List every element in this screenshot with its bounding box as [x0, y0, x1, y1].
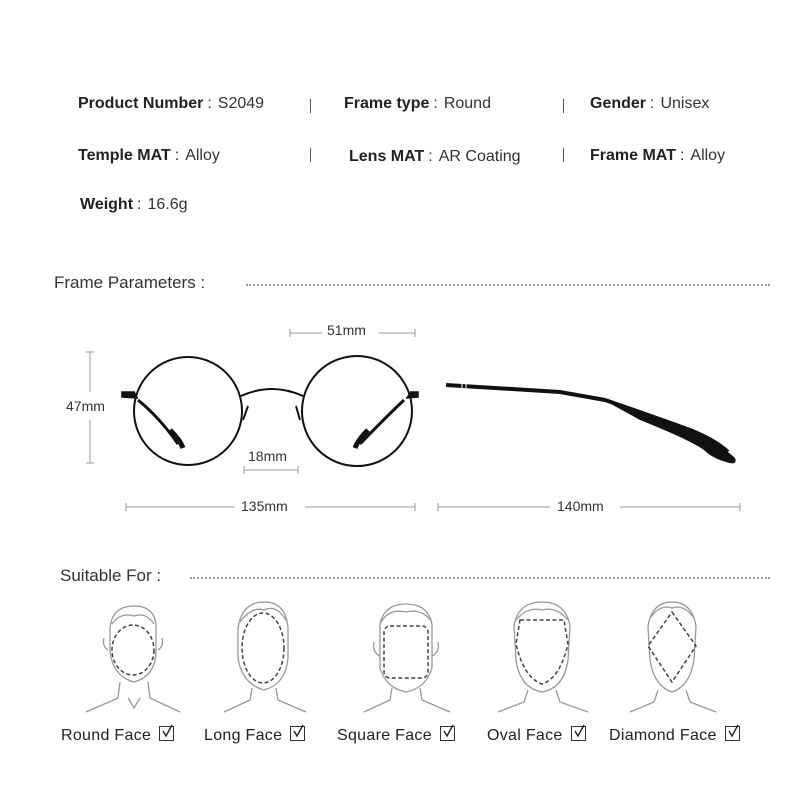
spec-label: Weight [80, 196, 134, 213]
spec-value: Round [443, 95, 491, 112]
spec-value: 16.6g [147, 196, 188, 213]
face-label-text: Square Face [337, 727, 432, 744]
square-face-icon [360, 598, 460, 718]
oval-face-icon [494, 598, 594, 718]
long-face-icon [218, 598, 318, 718]
spec-product-number: Product Number : S2049 [78, 95, 265, 112]
diamond-face-icon [624, 598, 724, 718]
face-label-round [61, 726, 174, 745]
round-face-icon [82, 598, 182, 718]
spec-label: Frame MAT [590, 147, 676, 164]
spec-label: Lens MAT [349, 148, 425, 165]
face-label-oval [487, 726, 586, 745]
spec-temple-mat: Temple MAT : Alloy [78, 147, 220, 164]
face-label-square [337, 726, 455, 745]
frame-width-label: 135mm [241, 498, 288, 514]
checkbox-icon [440, 726, 455, 741]
bridge-label: 18mm [248, 448, 287, 464]
spec-label: Frame type [344, 95, 430, 112]
checkbox-icon [725, 726, 740, 741]
spec-label: Product Number [78, 95, 204, 112]
spec-value: Alloy [185, 147, 220, 164]
spec-value: Unisex [660, 95, 710, 112]
face-label-text: Oval Face [487, 727, 563, 744]
face-label-long [204, 726, 305, 745]
frame-parameters-title: Frame Parameters : [54, 273, 206, 292]
lens-height-label: 47mm [66, 398, 105, 414]
checkbox-icon [159, 726, 174, 741]
spec-label: Temple MAT [78, 147, 171, 164]
face-label-text: Diamond Face [609, 727, 717, 744]
spec-frame-type: Frame type : Round [344, 95, 491, 112]
face-label-diamond [609, 726, 740, 745]
spec-value: AR Coating [438, 148, 521, 165]
face-label-text: Long Face [204, 727, 283, 744]
suitable-for-title: Suitable For : [60, 566, 162, 585]
spec-value: Alloy [690, 147, 726, 164]
lens-width-label: 51mm [327, 322, 366, 338]
spec-weight: Weight : 16.6g [80, 196, 188, 213]
dotted-divider [190, 577, 770, 579]
face-label-text: Round Face [61, 727, 152, 744]
spec-gender: Gender : Unisex [590, 95, 710, 112]
spec-frame-mat: Frame MAT : Alloy [590, 147, 726, 164]
checkbox-icon [571, 726, 586, 741]
spec-value: S2049 [217, 95, 265, 112]
temple-length-label: 140mm [557, 498, 604, 514]
spec-label: Gender [590, 95, 647, 112]
spec-lens-mat: Lens MAT : AR Coating [349, 148, 521, 165]
checkbox-icon [290, 726, 305, 741]
